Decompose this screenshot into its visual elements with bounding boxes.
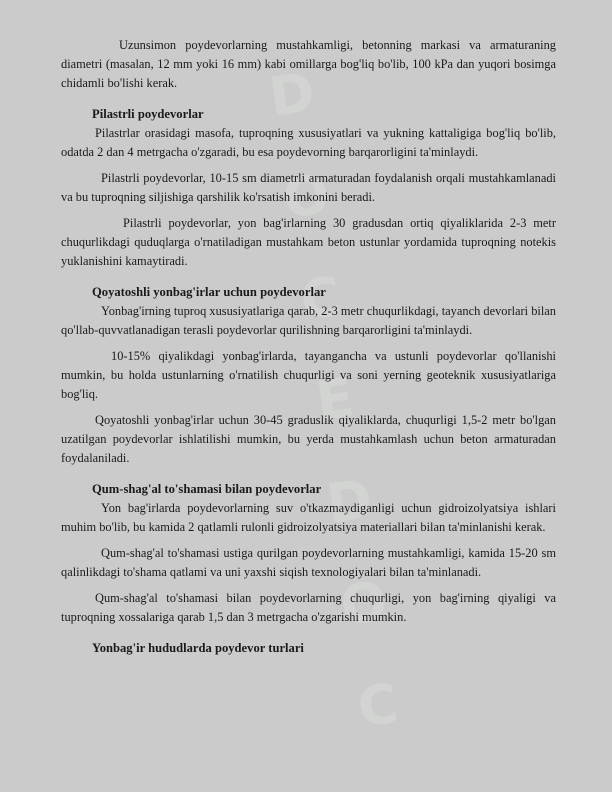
paragraph: Pilastrli poydevorlar, yon bag'irlarning 30 gradusdan ortiq qiyaliklarida 2-3 metr chuqurlikdagi quduqlarga o'rnatiladigan mustahkam beton ustunlar yordamida tuproqning notekis yuklanishini kamaytiradi.: [61, 216, 556, 268]
watermark-glyph: O: [279, 161, 334, 231]
paragraph: Uzunsimon poydevorlarning mustahkamligi, betonning markasi va armaturaning diametri (masalan, 12 mm yoki 16 mm) kabi omillarga bog'liq bo'lib, 100 kPa dan yuqori bosimga chidamli bo'lishi kerak.: [61, 38, 556, 90]
watermark-glyph: E: [312, 366, 358, 434]
section-heading: Pilastrli poydevorlar: [92, 107, 204, 121]
section-heading: Qum-shag'al to'shamasi bilan poydevorlar: [92, 482, 322, 496]
watermark-glyph: O: [336, 569, 391, 639]
paragraph: Qum-shag'al to'shamasi ustiga qurilgan poydevorlarning mustahkamligi, kamida 15-20 sm qalinlikdagi to'shama qatlami va uni yaxshi siqish texnologiyalari bilan ta'minlanadi.: [61, 546, 556, 579]
section-heading: Qoyatoshli yonbag'irlar uchun poydevorlar: [92, 285, 326, 299]
paragraph: 10-15% qiyalikdagi yonbag'irlarda, tayangancha va ustunli poydevorlar qo'llanishi mumkin, bu holda ustunlarning o'rnatilish chuqurligi va soni yerning geoteknik xususiyatlariga bog'liq.: [61, 349, 556, 401]
watermark-glyph: D: [265, 60, 319, 129]
paragraph: Yonbag'irning tuproq xususiyatlariga qarab, 2-3 metr chuqurlikdagi, tayanch devorlari bilan qo'llab-quvvatlanadigan terasli poydevorlar qurilishning barqarorligini ta'minlaydi.: [61, 304, 556, 337]
document-body: [61, 36, 556, 658]
paragraph: Pilastrlar orasidagi masofa, tuproqning xususiyatlari va yukning kattaligiga bog'liq bo'lib, odatda 2 dan 4 metrgacha o'zgaradi, bu esa poydevorning barqarorligini ta'minlaydi.: [61, 126, 556, 159]
paragraph: Qoyatoshli yonbag'irlar uchun 30-45 graduslik qiyaliklarda, chuqurligi 1,5-2 metr bo'lgan uzatilgan poydevorlar ishlatilishi mumkin, bu yerda mustahkamlash uchun beton armaturadan foydalaniladi.: [61, 413, 556, 465]
watermark-glyph: C: [296, 264, 345, 333]
paragraph: Yon bag'irlarda poydevorlarning suv o'tkazmaydiganligi uchun gidroizolyatsiya ishlari muhim bo'lib, bu kamida 2 qatlamli rulonli gidroizolyatsiya materiallari bilan ta'minlanishi kerak.: [61, 501, 556, 534]
paragraph: Pilastrli poydevorlar, 10-15 sm diametrli armaturadan foydalanish orqali mustahkamlanadi va bu tuproqning siljishiga qarshilik ko'rsatish imkonini beradi.: [61, 171, 556, 204]
watermark-glyph: C: [353, 671, 402, 740]
section-heading: Yonbag'ir hududlarda poydevor turlari: [92, 641, 304, 655]
watermark-glyph: D: [322, 467, 376, 537]
paragraph: Qum-shag'al to'shamasi bilan poydevorlarning chuqurligi, yon bag'irning qiyaligi va tuproqning xossalariga qarab 1,5 dan 3 metrgacha o'zgarishi mumkin.: [61, 591, 556, 624]
